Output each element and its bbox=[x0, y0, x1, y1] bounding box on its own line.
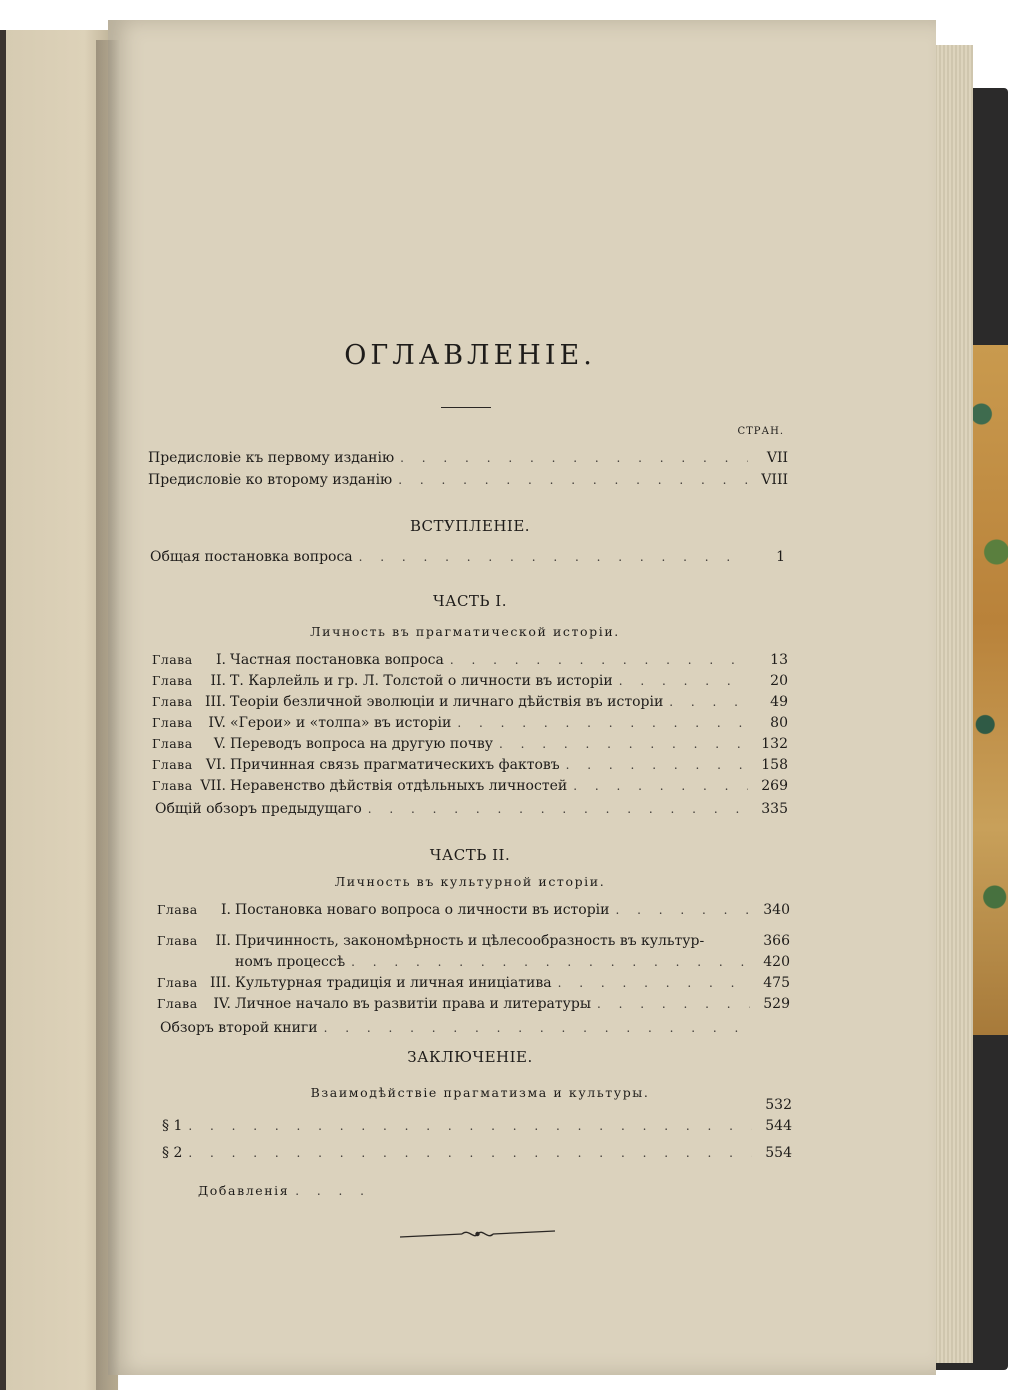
section-heading-intro: ВСТУПЛЕНІЕ. bbox=[409, 517, 531, 535]
section-heading-conclusion: ЗАКЛЮЧЕНІЕ. bbox=[407, 1048, 533, 1066]
title-divider bbox=[441, 407, 491, 408]
toc-entry-conclusion: § 1 . . . 544 bbox=[162, 1118, 792, 1138]
section-subheading-conclusion: Взаимодѣйствіе прагматизма и культуры. bbox=[310, 1085, 650, 1100]
toc-chapter: Глава VII. Неравенство дѣйствія отдѣльныхъ личностей . . . 269 bbox=[152, 778, 788, 798]
toc-entry-appendix: Добавленія . . . bbox=[198, 1183, 418, 1203]
toc-entry-preface-1: Предисловіе къ первому изданію . . . VII bbox=[148, 450, 788, 470]
toc-entry-intro: Общая постановка вопроса . . . 1 bbox=[150, 549, 785, 569]
toc-chapter: Глава II. Причинность, закономѣрность и цѣлесообразность въ культур- 366 bbox=[157, 933, 790, 949]
toc-chapter: Глава V. Переводъ вопроса на другую почву . . . 132 bbox=[152, 736, 788, 756]
toc-entry-conclusion: 532 bbox=[765, 1097, 792, 1113]
section-heading-part1: ЧАСТЬ I. bbox=[432, 592, 507, 610]
toc-entry-part1-summary: Общій обзоръ предыдущаго . . . 335 bbox=[155, 801, 788, 821]
section-heading-part2: ЧАСТЬ II. bbox=[429, 846, 511, 864]
section-subheading-part1: Личность въ прагматической исторіи. bbox=[310, 624, 620, 639]
toc-chapter: Глава VI. Причинная связь прагматическихъ фактовъ . . . 158 bbox=[152, 757, 788, 777]
toc-chapter: Глава I. Частная постановка вопроса . . . 13 bbox=[152, 652, 788, 672]
toc-chapter: Глава I. Постановка новаго вопроса о личности въ исторіи . . . 340 bbox=[157, 902, 790, 922]
page-title: ОГЛАВЛЕНІЕ. bbox=[344, 340, 596, 371]
fleuron-ornament-icon bbox=[400, 1226, 555, 1246]
toc-chapter: Глава II. Т. Карлейль и гр. Л. Толстой о личности въ исторіи . . . 20 bbox=[152, 673, 788, 693]
toc-entry-part2-summary: Обзоръ второй книги . . . bbox=[160, 1020, 790, 1040]
toc-chapter: Глава III. Культурная традиція и личная иниціатива . . . 475 bbox=[157, 975, 790, 995]
toc-chapter: Глава IV. Личное начало въ развитіи права и литературы . . . 529 bbox=[157, 996, 790, 1016]
toc-entry-conclusion: § 2 . . . 554 bbox=[162, 1145, 792, 1165]
toc-chapter: Глава III. Теоріи безличной эволюціи и личнаго дѣйствія въ исторіи . . . 49 bbox=[152, 694, 788, 714]
page-column-header: СТРАН. bbox=[737, 426, 784, 437]
section-subheading-part2: Личность въ культурной исторіи. bbox=[334, 874, 606, 889]
toc-entry-preface-2: Предисловіе ко второму изданію . . . VIII bbox=[148, 472, 788, 492]
toc-chapter-continuation: номъ процессѣ . . . 420 bbox=[157, 954, 790, 974]
toc-chapter: Глава IV. «Герои» и «толпа» въ исторіи . . . 80 bbox=[152, 715, 788, 735]
